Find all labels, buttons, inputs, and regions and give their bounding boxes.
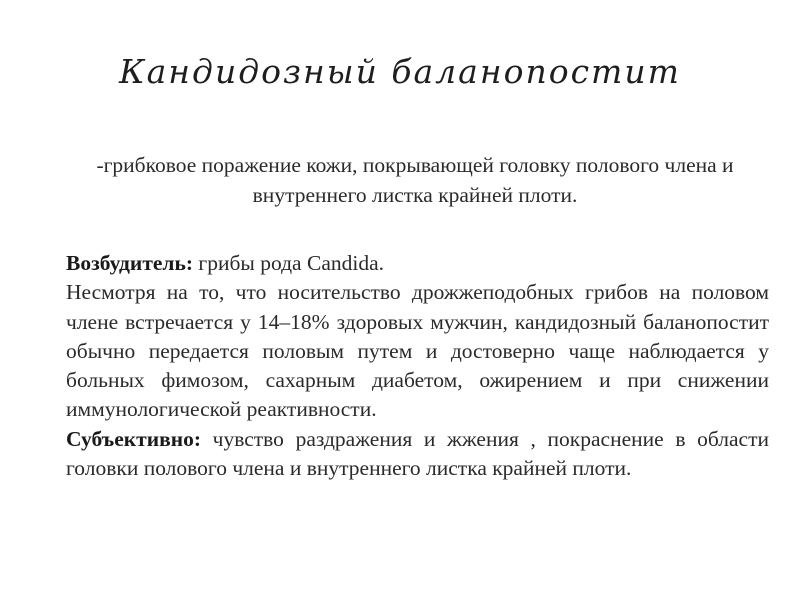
body-text: [66, 249, 769, 483]
subjective-text: чувство раздражения и жжения , покраснение в области головки полового члена и внутреннего листка крайней плоти.: [66, 426, 769, 481]
pathogen-paragraph: [66, 249, 769, 278]
pathogen-label: Возбудитель:: [66, 251, 194, 275]
subjective-paragraph: [66, 425, 769, 484]
subjective-label: Субъективно:: [66, 426, 201, 451]
pathogen-text: грибы рода Candida.: [193, 251, 385, 275]
slide-title: Кандидозный баланопостит: [119, 52, 681, 91]
definition-text: -грибковое поражение кожи, покрывающей головку полового члена и внутреннего листка крайней плоти.: [96, 153, 734, 207]
transmission-paragraph: Несмотря на то, что носительство дрожжеподобных грибов на половом члене встречается у 14–18% здоровых мужчин, кандидозный баланопостит обычно передается половым путем и достоверно чаще наблюдается у больных фимозом, сахарным диабетом, ожирением и при снижении иммунологической реактивности.: [66, 280, 769, 422]
